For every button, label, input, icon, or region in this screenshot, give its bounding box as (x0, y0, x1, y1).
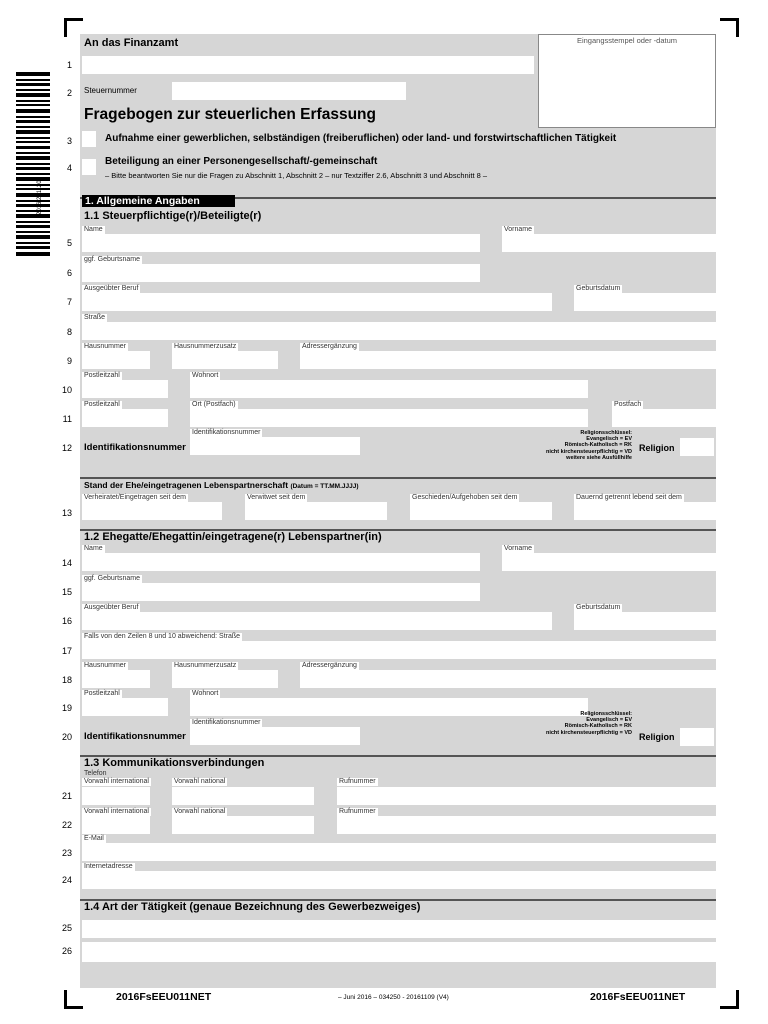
form-title: Fragebogen zur steuerlichen Erfassung (84, 106, 376, 123)
house-suffix-field[interactable] (172, 351, 278, 369)
spouse-birth-date-label: Geburtsdatum (576, 604, 621, 611)
spouse-id-number-label: Identifikationsnummer (84, 731, 186, 742)
divorced-since-label: Geschieden/Aufgehoben seit dem (412, 494, 518, 501)
profession-label: Ausgeübter Beruf (84, 285, 139, 292)
line-number: 13 (61, 508, 72, 518)
vorname-field[interactable] (502, 234, 716, 252)
line-number: 11 (62, 414, 72, 424)
birth-date-field[interactable] (574, 293, 716, 311)
section11-title: 1.1 Steuerpflichtige(r)/Beteiligte(r) (84, 210, 262, 222)
corner-mark-bottom-right (720, 990, 739, 1009)
house-no-field[interactable] (82, 351, 150, 369)
email-field[interactable] (82, 843, 716, 861)
spouse-name-field[interactable] (82, 553, 480, 571)
pobox-postcode-field[interactable] (82, 409, 168, 427)
line-number: 14 (61, 558, 72, 568)
phone2-natl-prefix-field[interactable] (172, 816, 314, 834)
office-label: An das Finanzamt (84, 37, 179, 49)
corner-mark-top-right (720, 18, 739, 37)
spouse-religion-field[interactable] (680, 728, 714, 746)
married-since-label: Verheiratet/Eingetragen seit dem (84, 494, 186, 501)
pobox-postcode-label: Postleitzahl (84, 401, 120, 408)
address-add-field[interactable] (300, 351, 716, 369)
spouse-profession-field[interactable] (82, 612, 552, 630)
separated-since-label: Dauernd getrennt lebend seit dem (576, 494, 682, 501)
divorced-since-field[interactable] (410, 502, 552, 520)
activity-field-line1[interactable] (82, 920, 716, 938)
spouse-id-number-field[interactable] (190, 727, 360, 745)
spouse-street-label: Falls von den Zeilen 8 und 10 abweichend: Straße (84, 633, 241, 640)
name-field[interactable] (82, 234, 480, 252)
spouse-house-suffix-field[interactable] (172, 670, 278, 688)
pobox-label: Postfach (614, 401, 642, 408)
option4-checkbox[interactable] (82, 159, 96, 175)
spouse-birth-date-field[interactable] (574, 612, 716, 630)
widowed-since-label: Verwitwet seit dem (247, 494, 306, 501)
spouse-city-label: Wohnort (192, 690, 219, 697)
line-number: 26 (61, 946, 72, 956)
religion-key: Religionsschlüssel: Evangelisch = EV Römisch-Katholisch = RK nicht kirchensteuerpflichtig = VD weitere siehe Ausfüllhilfe (545, 430, 632, 461)
spouse-birth-name-field[interactable] (82, 583, 480, 601)
line-number: 10 (61, 385, 72, 395)
line-number: 7 (66, 297, 72, 307)
spouse-name-label: Name (84, 545, 103, 552)
line-number: 4 (66, 163, 72, 173)
tax-number-label: Steuernummer (84, 86, 137, 95)
section12-title: 1.2 Ehegatte/Ehegattin/eingetragene(r) Lebenspartner(in) (84, 531, 382, 543)
widowed-since-field[interactable] (245, 502, 387, 520)
option4-label: Beteiligung an einer Personengesellschaft/-gemeinschaft (105, 156, 378, 167)
corner-mark-bottom-left (64, 990, 83, 1009)
pobox-field[interactable] (612, 409, 716, 427)
line-number: 25 (61, 923, 72, 933)
spouse-house-no-label: Hausnummer (84, 662, 127, 669)
line-number: 12 (61, 443, 72, 453)
house-suffix-label: Hausnummerzusatz (174, 343, 237, 350)
tax-number-field[interactable] (172, 82, 406, 100)
pobox-city-field[interactable] (190, 409, 588, 427)
house-no-label: Hausnummer (84, 343, 127, 350)
line-number: 3 (66, 136, 72, 146)
city-label: Wohnort (192, 372, 219, 379)
id-number-label: Identifikationsnummer (84, 442, 186, 453)
stamp-box[interactable] (538, 34, 716, 128)
religion-field[interactable] (680, 438, 714, 456)
spouse-religion-key: Religionsschlüssel: Evangelisch = EV Römisch-Katholisch = RK nicht kirchensteuerpflichtig = VD (545, 711, 632, 736)
phone-number-field[interactable] (337, 787, 716, 805)
footer-code-right: 2016FsEEU011NET (590, 991, 686, 1003)
birth-name-label: ggf. Geburtsname (84, 256, 141, 263)
phone-number-label: Rufnummer (339, 778, 376, 785)
spouse-house-no-field[interactable] (82, 670, 150, 688)
street-label: Straße (84, 314, 106, 321)
id-number-field[interactable] (190, 437, 360, 455)
line-number: 9 (66, 356, 72, 366)
birth-name-field[interactable] (82, 264, 480, 282)
separator (80, 477, 716, 479)
option3-label: Aufnahme einer gewerblichen, selbständigen (freiberuflichen) oder land- und forstwirtschaftlichen Tätigkeit (105, 133, 617, 144)
pobox-city-label: Ort (Postfach) (192, 401, 236, 408)
spouse-postcode-field[interactable] (82, 698, 168, 716)
birth-date-label: Geburtsdatum (576, 285, 621, 292)
office-field[interactable] (82, 56, 534, 74)
postcode-field[interactable] (82, 380, 168, 398)
phone2-intl-prefix-label: Vorwahl international (84, 808, 149, 815)
postcode-label: Postleitzahl (84, 372, 120, 379)
religion-label: Religion (639, 443, 675, 453)
line-number: 6 (66, 268, 72, 278)
spouse-postcode-label: Postleitzahl (84, 690, 120, 697)
barcode-text: 2016/2011201 (37, 177, 43, 215)
spouse-address-add-label: Adressergänzung (302, 662, 357, 669)
address-add-label: Adressergänzung (302, 343, 357, 350)
footer-middle: – Juni 2016 – 034250 - 20161109 (V4) (338, 994, 449, 1001)
profession-field[interactable] (82, 293, 552, 311)
separated-since-field[interactable] (574, 502, 716, 520)
phone2-intl-prefix-field[interactable] (82, 816, 150, 834)
spouse-id-number-field-label: Identifikationsnummer (192, 719, 261, 726)
line-number: 5 (66, 238, 72, 248)
phone2-number-field[interactable] (337, 816, 716, 834)
spouse-street-field[interactable] (82, 641, 716, 659)
city-field[interactable] (190, 380, 588, 398)
line-number: 20 (61, 732, 72, 742)
married-since-field[interactable] (82, 502, 222, 520)
line-number: 16 (61, 616, 72, 626)
line-number: 24 (61, 875, 72, 885)
phone-natl-prefix-field[interactable] (172, 787, 314, 805)
activity-field-line2[interactable] (82, 942, 716, 962)
phone2-number-label: Rufnummer (339, 808, 376, 815)
section14-title: 1.4 Art der Tätigkeit (genaue Bezeichnung des Gewerbezweiges) (84, 901, 421, 913)
id-number-field-label: Identifikationsnummer (192, 429, 261, 436)
line-number: 8 (66, 327, 72, 337)
spouse-birth-name-label: ggf. Geburtsname (84, 575, 141, 582)
line-number: 2 (66, 88, 72, 98)
website-label: Internetadresse (84, 863, 133, 870)
website-field[interactable] (82, 871, 716, 889)
option3-checkbox[interactable] (82, 131, 96, 147)
line-number: 23 (61, 848, 72, 858)
line-number: 15 (61, 587, 72, 597)
spouse-profession-label: Ausgeübter Beruf (84, 604, 139, 611)
telefon-label: Telefon (84, 770, 107, 777)
vorname-label: Vorname (504, 226, 533, 233)
barcode (16, 72, 50, 256)
spouse-vorname-field[interactable] (502, 553, 716, 571)
phone-intl-prefix-field[interactable] (82, 787, 150, 805)
footer-code-left: 2016FsEEU011NET (116, 991, 212, 1003)
option4-note: – Bitte beantworten Sie nur die Fragen zu Abschnitt 1, Abschnitt 2 – nur Textziffer 2.6, Abschnitt 3 und Abschnitt 8 – (105, 171, 488, 180)
email-label: E-Mail (84, 835, 104, 842)
street-field[interactable] (82, 322, 716, 340)
name-label: Name (84, 226, 103, 233)
marital-title: Stand der Ehe/eingetragenen Lebenspartnerschaft (Datum = TT.MM.JJJJ) (84, 480, 359, 490)
line-number: 22 (61, 820, 72, 830)
line-number: 18 (61, 675, 72, 685)
line-number: 21 (61, 791, 72, 801)
phone2-natl-prefix-label: Vorwahl national (174, 808, 226, 815)
phone-natl-prefix-label: Vorwahl national (174, 778, 226, 785)
phone-intl-prefix-label: Vorwahl international (84, 778, 149, 785)
stamp-label: Eingangsstempel oder -datum (576, 36, 678, 45)
spouse-address-add-field[interactable] (300, 670, 716, 688)
spouse-vorname-label: Vorname (504, 545, 533, 552)
section13-title: 1.3 Kommunikationsverbindungen (84, 757, 265, 769)
line-number: 1 (66, 60, 72, 70)
spouse-house-suffix-label: Hausnummerzusatz (174, 662, 237, 669)
line-number: 19 (61, 703, 72, 713)
line-number: 17 (61, 646, 72, 656)
spouse-religion-label: Religion (639, 732, 675, 742)
section1-title: 1. Allgemeine Angaben (82, 195, 235, 207)
